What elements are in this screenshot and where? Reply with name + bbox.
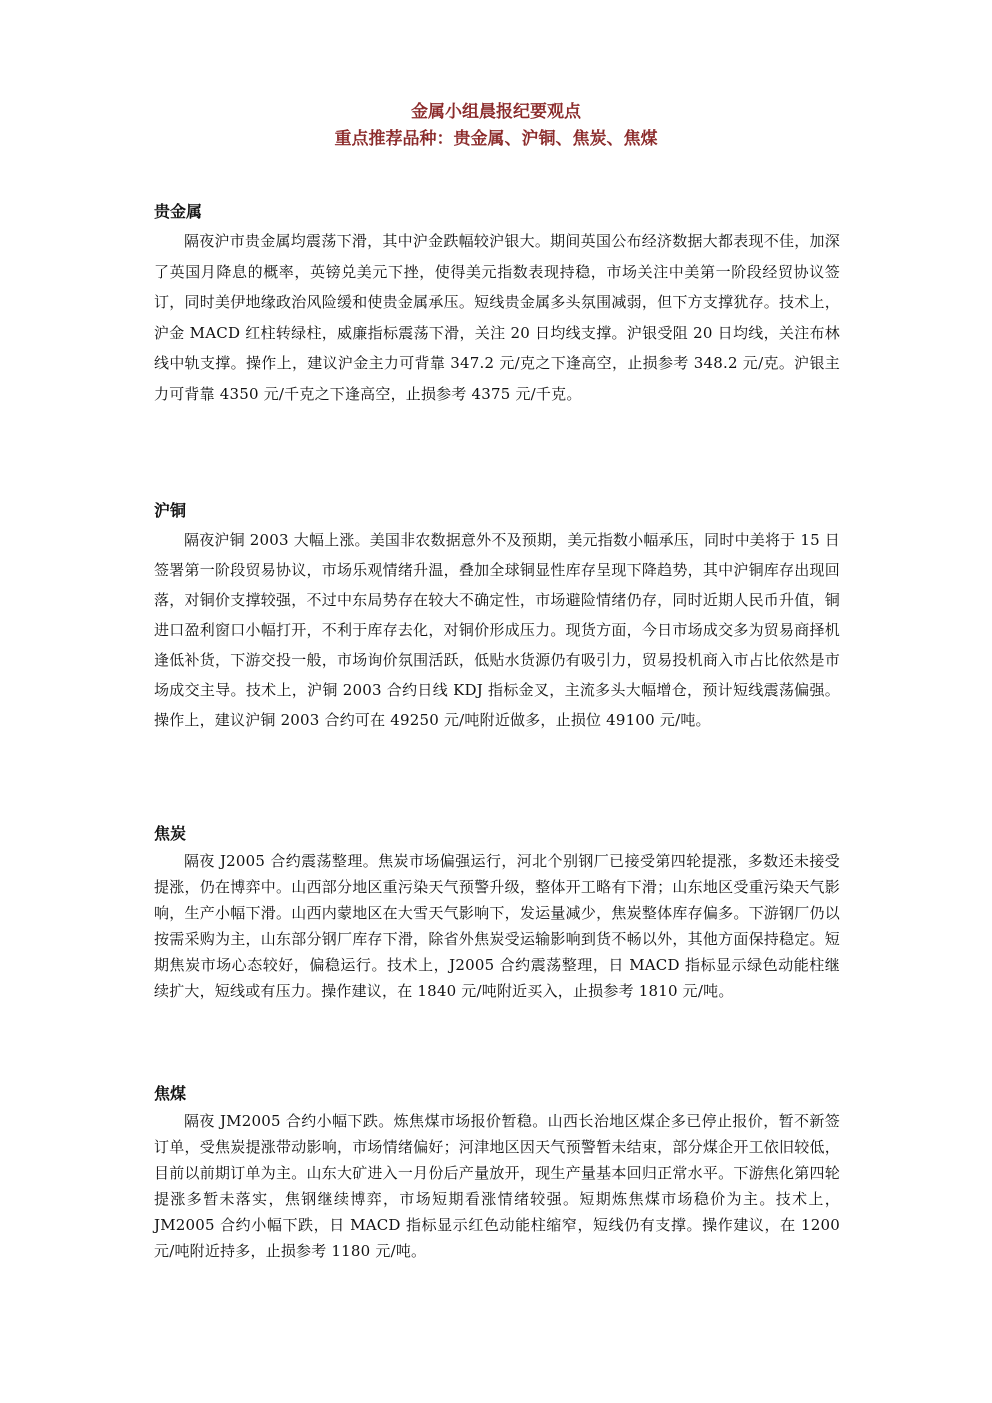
section-heading: 贵金属 — [154, 202, 203, 221]
section-heading: 焦煤 — [154, 1084, 187, 1103]
section-precious-metals — [154, 198, 840, 409]
section-copper — [154, 497, 840, 735]
section-coking-coal — [154, 1080, 840, 1264]
section-body: 隔夜沪铜 2003 大幅上涨。美国非农数据意外不及预期，美元指数小幅承压，同时中美将于 15 日签署第一阶段贸易协议，市场乐观情绪升温，叠加全球铜显性库存呈现下降趋势，其中沪铜库存出现回落，对铜价支撑较强，不过中东局势存在较大不确定性，市场避险情绪仍存，同时近期人民币升值，铜进口盈利窗口小幅打开，不利于库存去化，对铜价形成压力。现货方面，今日市场成交多为贸易商择机逢低补货，下游交投一般，市场询价氛围活跃，低贴水货源仍有吸引力，贸易投机商入市占比依然是市场成交主导。技术上，沪铜 2003 合约日线 KDJ 指标金叉，主流多头大幅增仓，预计短线震荡偏强。操作上，建议沪铜 2003 合约可在 49250 元/吨附近做多，止损位 49100 元/吨。 — [154, 531, 840, 729]
report-subtitle: 重点推荐品种：贵金属、沪铜、焦炭、焦煤 — [334, 129, 658, 149]
section-heading: 焦炭 — [154, 824, 187, 843]
section-coke — [154, 820, 840, 1004]
section-heading: 沪铜 — [154, 501, 187, 520]
section-body: 隔夜 J2005 合约震荡整理。焦炭市场偏强运行，河北个别钢厂已接受第四轮提涨，多数还未接受提涨，仍在博弈中。山西部分地区重污染天气预警升级，整体开工略有下滑；山东地区受重污染天气影响，生产小幅下滑。山西内蒙地区在大雪天气影响下，发运量减少，焦炭整体库存偏多。下游钢厂仍以按需采购为主，山东部分钢厂库存下滑，除省外焦炭受运输影响到货不畅以外，其他方面保持稳定。短期焦炭市场心态较好，偏稳运行。技术上，J2005 合约震荡整理，日 MACD 指标显示绿色动能柱继续扩大，短线或有压力。操作建议，在 1840 元/吨附近买入，止损参考 1810 元/吨。 — [154, 852, 840, 1000]
section-body: 隔夜 JM2005 合约小幅下跌。炼焦煤市场报价暂稳。山西长治地区煤企多已停止报价，暂不新签订单，受焦炭提涨带动影响，市场情绪偏好；河津地区因天气预警暂未结束，部分煤企开工依旧较低，目前以前期订单为主。山东大矿进入一月份后产量放开，现生产量基本回归正常水平。下游焦化第四轮提涨多暂未落实，焦钢继续博弈，市场短期看涨情绪较强。短期炼焦煤市场稳价为主。技术上，JM2005 合约小幅下跌，日 MACD 指标显示红色动能柱缩窄，短线仍有支撑。操作建议，在 1200 元/吨附近持多，止损参考 1180 元/吨。 — [154, 1112, 840, 1260]
section-body: 隔夜沪市贵金属均震荡下滑，其中沪金跌幅较沪银大。期间英国公布经济数据大都表现不佳，加深了英国月降息的概率，英镑兑美元下挫，使得美元指数表现持稳，市场关注中美第一阶段经贸协议签订，同时美伊地缘政治风险缓和使贵金属承压。短线贵金属多头氛围减弱，但下方支撑犹存。技术上，沪金 MACD 红柱转绿柱，威廉指标震荡下滑，关注 20 日均线支撑。沪银受阻 20 日均线，关注布林线中轨支撑。操作上，建议沪金主力可背靠 347.2 元/克之下逢高空，止损参考 348.2 元/克。沪银主力可背靠 4350 元/千克之下逢高空，止损参考 4375 元/千克。 — [154, 232, 840, 403]
report-title: 金属小组晨报纪要观点 — [411, 102, 581, 122]
